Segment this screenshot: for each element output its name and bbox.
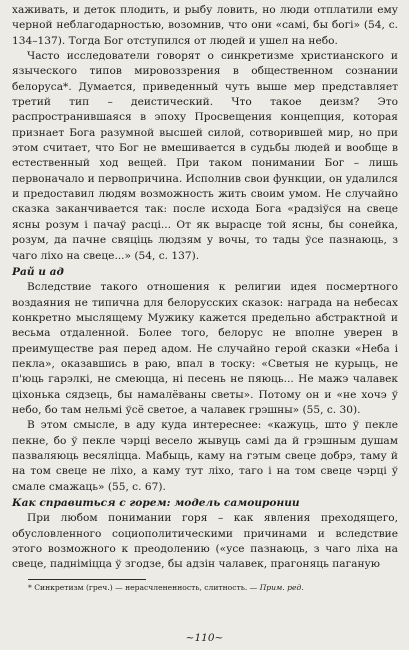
paragraph-1: хаживать, и деток плодить, и рыбу ловить, но люди отплатили ему черной неблагодарностью, возомнив, что они «самі, бы богі» (54, с. 134–137). Тогда Бог отступился от людей и ушел на небо.	[12, 4, 398, 47]
paragraph-2: Часто исследователи говорят о синкретизме христианского и языческого типов мировоззрения в общественном сознании белоруса*. Думается, приведенный чуть выше мер представляет третий тип – деистический. Что такое деизм? Это распространившаяся в эпоху Просвещения концепция, которая признает Бога разумной высшей силой, сотворившей мир, но при этом считает, что Бог не вмешивается в судьбы людей и вообще в естественный ход вещей. При таком понимании Бог – лишь первоначало и первопричина. Исполнив свои функции, он удалился и предоставил людям возможность жить своим умом. Не случайно сказка заканчивается так: после исхода Бога «радзіўся на свеце ясны розум і пачаў расці... От як вырасце той ясны, бы сонейка, розум, да пачне свяціць людзям у вочы, то тады ўсе пазнаюць, з чаго ліхо на свеце...» (54, с. 137).	[12, 50, 398, 262]
footnote-text: * Синкретизм (греч.) — нерасчлененность, слитность. —	[28, 582, 260, 592]
footnote	[28, 583, 398, 593]
paragraph-4: В этом смысле, в аду куда интереснее: «кажуць, што ў пекле пекне, бо ў пекле чэрці весело жывуць самі да й грэшным душам пазваляюць весяліцца. Мабыць, каму на гэтым свеце добрэ, таму й на том свеце не ліхо, а каму тут ліхо, таго і на том свеце чэрці ў смале смажаць» (55, с. 67).	[12, 419, 398, 493]
footnote-divider	[28, 579, 146, 580]
paragraph-3: Вследствие такого отношения к религии идея посмертного воздаяния не типична для белорусских сказок: награда на небесах конкретно мыслящему Мужику кажется предельно абстрактной и весьма отдаленной. Более того, белорус не вполне уверен в преимуществе рая перед адом. Не случайно герой сказки «Неба і пекла», оказавшись в раю, впал в тоску: «Светыя не курыць, не п'юць гарэлкі, не смеюцца, ні песень не пяюць... Не мажэ чалавек ціхонька сядзець, бы намалёваны светы». Потому он и «не хочэ ў небо, бо там нельмі ўсё светое, а чалавек грэшны» (55, с. 30).	[12, 281, 398, 416]
footnote-editor-note: Прим. ред.	[259, 582, 304, 592]
section-heading-self-irony: Как справиться с горем: модель самоиронии	[12, 497, 300, 509]
paragraph-5: При любом понимании горя – как явления преходящего, обусловленного социополитическими причинами и вследствие этого возможного к преодолению («усе пазнаюць, з чаго ліха на свеце, падніміцца ў згодзе, бы адзін чалавек, прагоняць паганую	[12, 512, 398, 571]
page-number: ~110~	[185, 632, 224, 644]
section-heading-paradise-hell: Рай и ад	[12, 265, 64, 278]
